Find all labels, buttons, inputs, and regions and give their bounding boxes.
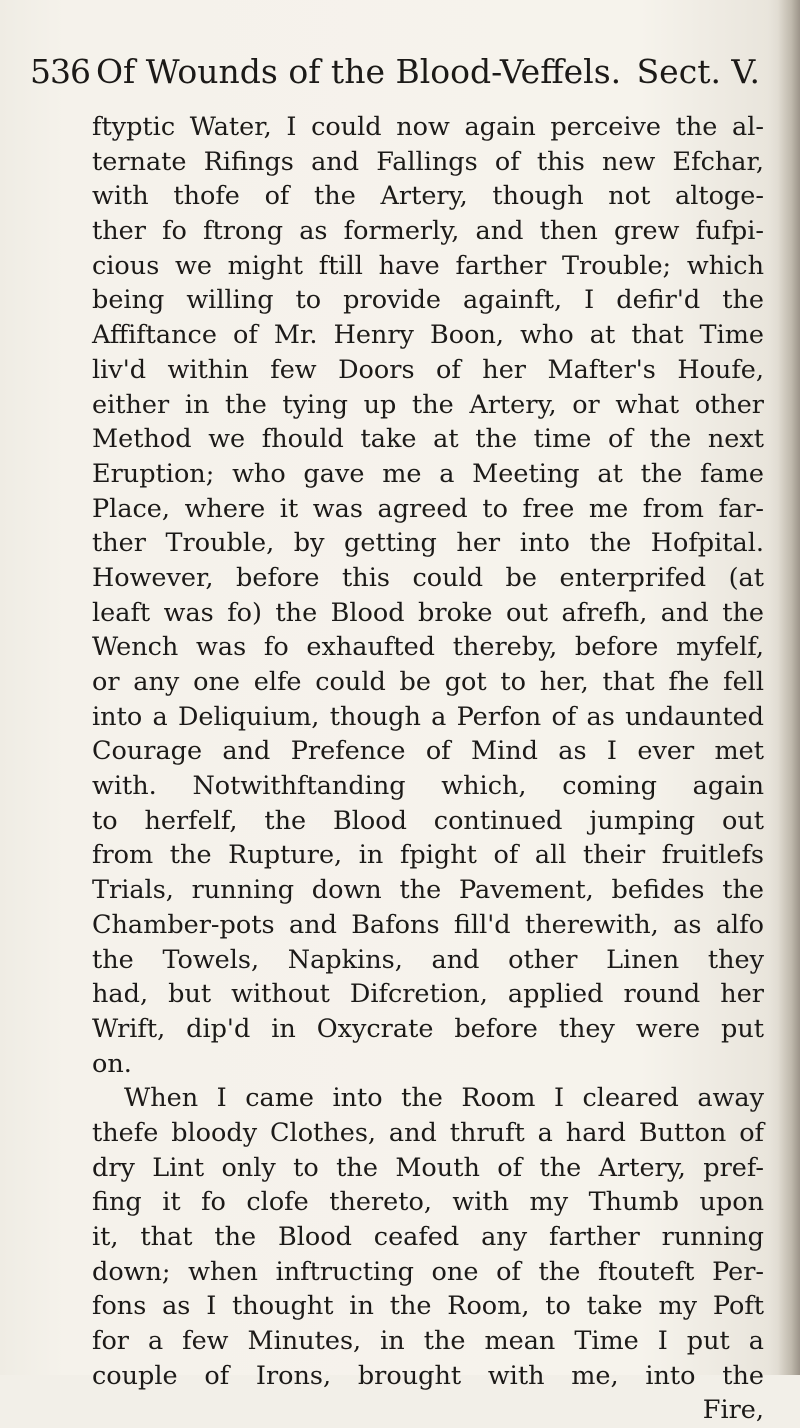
text-line: ternate Rifings and Fallings of this new Efchar, bbox=[92, 146, 764, 177]
text-line: thefe bloody Clothes, and thruft a hard Button of bbox=[92, 1117, 764, 1148]
text-line: had, but without Difcretion, applied round her bbox=[92, 979, 764, 1010]
text-line: leaft was fo) the Blood broke out afrefh, and the bbox=[92, 597, 764, 628]
page-edge-shadow bbox=[778, 0, 800, 1375]
text-line: ther fo ftrong as formerly, and then grew fufpi- bbox=[92, 216, 764, 247]
text-line: fing it fo clofe thereto, with my Thumb upon bbox=[92, 1187, 764, 1218]
text-line: Wrift, dip'd in Oxycrate before they were put bbox=[92, 1013, 764, 1044]
text-line: for a few Minutes, in the mean Time I put a bbox=[92, 1326, 764, 1357]
text-line: from the Rupture, in fpight of all their fruitlefs bbox=[92, 840, 764, 871]
section-mark: Sect. V. bbox=[636, 52, 760, 91]
text-line: ftyptic Water, I could now again perceive the al- bbox=[92, 112, 764, 142]
text-line: with thofe of the Artery, though not altoge- bbox=[92, 181, 764, 212]
text-line: into a Deliquium, though a Perfon of as undaunted bbox=[92, 701, 764, 732]
text-line: ther Trouble, by getting her into the Hofpital. bbox=[92, 528, 764, 559]
text-line: fons as I thought in the Room, to take my Poft bbox=[92, 1291, 764, 1322]
text-line: couple of Irons, brought with me, into the bbox=[92, 1360, 764, 1391]
text-line: to herfelf, the Blood continued jumping out bbox=[92, 805, 764, 836]
text-line: Affiftance of Mr. Henry Boon, who at that Time bbox=[92, 320, 764, 351]
text-line: it, that the Blood ceafed any farther running bbox=[92, 1222, 764, 1252]
page-header bbox=[30, 52, 770, 100]
text-line: liv'd within few Doors of her Mafter's Houfe, bbox=[92, 354, 764, 385]
running-title: Of Wounds of the Blood-Veffels. bbox=[96, 52, 622, 91]
text-line: However, before this could be enterprifed (at bbox=[92, 562, 764, 593]
text-line: When I came into the Room I cleared away bbox=[124, 1083, 764, 1114]
text-line: on. bbox=[92, 1048, 132, 1079]
text-line: Place, where it was agreed to free me from far- bbox=[92, 493, 764, 524]
text-line: or any one elfe could be got to her, that fhe fell bbox=[92, 667, 764, 697]
text-line: down; when inftructing one of the ftouteft Per- bbox=[92, 1256, 764, 1287]
text-line: Eruption; who gave me a Meeting at the fame bbox=[92, 458, 764, 489]
text-line: Method we fhould take at the time of the next bbox=[92, 424, 764, 455]
text-line: cious we might ftill have farther Trouble; which bbox=[92, 250, 764, 281]
page-number: 536 bbox=[30, 52, 90, 91]
text-line: Courage and Prefence of Mind as I ever met bbox=[92, 736, 764, 767]
text-line: either in the tying up the Artery, or what other bbox=[92, 389, 764, 420]
text-line: Wench was fo exhaufted thereby, before myfelf, bbox=[92, 632, 764, 663]
text-line: with. Notwithftanding which, coming again bbox=[92, 771, 764, 802]
text-line: dry Lint only to the Mouth of the Artery, pref- bbox=[92, 1152, 764, 1183]
body-text bbox=[92, 110, 764, 1428]
catchword: Fire, bbox=[702, 1395, 764, 1426]
text-line: Chamber-pots and Bafons fill'd therewith, as alfo bbox=[92, 909, 764, 940]
text-line: Trials, running down the Pavement, befides the bbox=[92, 875, 764, 906]
text-line: being willing to provide againft, I defir'd the bbox=[92, 285, 764, 316]
text-line: the Towels, Napkins, and other Linen they bbox=[92, 944, 764, 975]
